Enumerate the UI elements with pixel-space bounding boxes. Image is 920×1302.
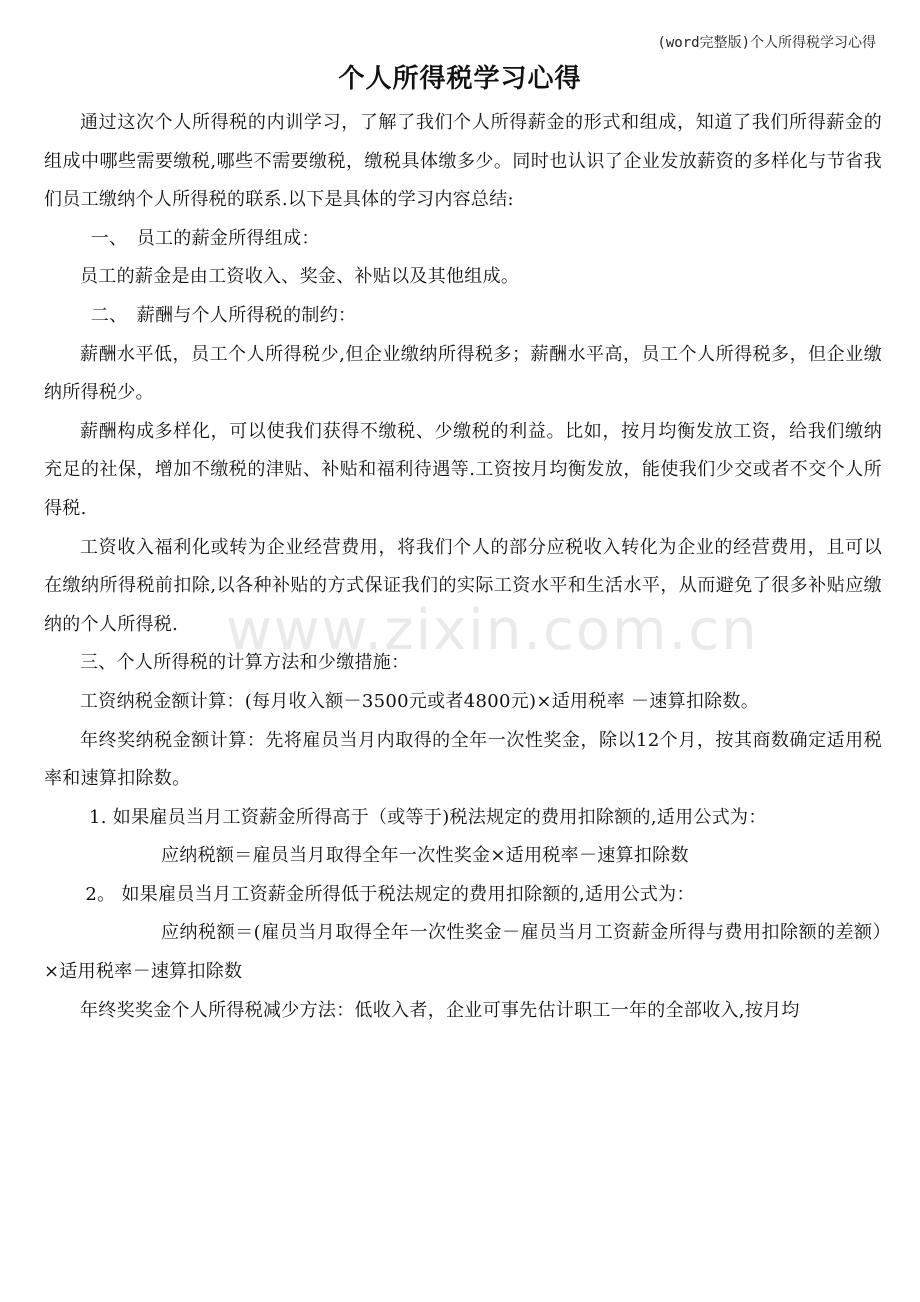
paragraph: 薪酬构成多样化，可以使我们获得不缴税、少缴税的利益。比如，按月均衡发放工资，给我们缴纳充足的社保，增加不缴税的津贴、补贴和福利待遇等.工资按月均衡发放，能使我们少交或者不交个人所得税. [44, 420, 882, 519]
paragraph: 年终奖奖金个人所得税减少方法：低收入者，企业可事先估计职工一年的全部收入,按月均 [80, 999, 800, 1021]
paragraph-bonus-formula: 年终奖纳税金额计算：先将雇员当月内取得的全年一次性奖金，除以12个月，按其商数确定适用税率和速算扣除数。 [44, 729, 882, 790]
section-heading-1: 一、 员工的薪金所得组成： [90, 227, 320, 249]
section-heading-2: 二、 薪酬与个人所得税的制约： [90, 304, 357, 326]
paragraph-intro: 通过这次个人所得税的内训学习，了解了我们个人所得薪金的形式和组成，知道了我们所得薪金的组成中哪些需要缴税,哪些不需要缴税，缴税具体缴多少。同时也认识了企业发放薪资的多样化与节省我们员工缴纳个人所得税的联系.以下是具体的学习内容总结: [44, 112, 882, 211]
paragraph: 员工的薪金是由工资收入、奖金、补贴以及其他组成。 [80, 266, 520, 288]
paragraph: 薪酬水平低，员工个人所得税少,但企业缴纳所得税多；薪酬水平高，员工个人所得税多，但企业缴纳所得税少。 [44, 343, 882, 404]
document-title: 个人所得税学习心得 [338, 64, 582, 94]
watermark: www.zixin.com.cn [226, 598, 759, 663]
formula: 应纳税额＝(雇员当月取得全年一次性奖金－雇员当月工资薪金所得与费用扣除额的差额）×适用税率－速算扣除数 [44, 922, 882, 983]
paragraph-salary-formula: 工资纳税金额计算：(每月收入额－3500元或者4800元)×适用税率 －速算扣除数。 [80, 690, 760, 712]
list-item: 2。 如果雇员当月工资薪金所得低于税法规定的费用扣除额的,适用公式为： [85, 883, 695, 905]
list-item: 1. 如果雇员当月工资薪金所得高于（或等于)税法规定的费用扣除额的,适用公式为： [89, 806, 767, 828]
document-body [44, 104, 882, 1030]
header-note: (word完整版)个人所得税学习心得 [657, 35, 876, 51]
paragraph: 工资收入福利化或转为企业经营费用，将我们个人的部分应税收入转化为企业的经营费用，且可以在缴纳所得税前扣除,以各种补贴的方式保证我们的实际工资水平和生活水平，从而避免了很多补贴应缴纳的个人所得税. [44, 536, 882, 635]
section-heading-3: 三、个人所得税的计算方法和少缴措施： [80, 652, 410, 674]
formula: 应纳税额＝雇员当月取得全年一次性奖金×适用税率－速算扣除数 [161, 845, 689, 867]
